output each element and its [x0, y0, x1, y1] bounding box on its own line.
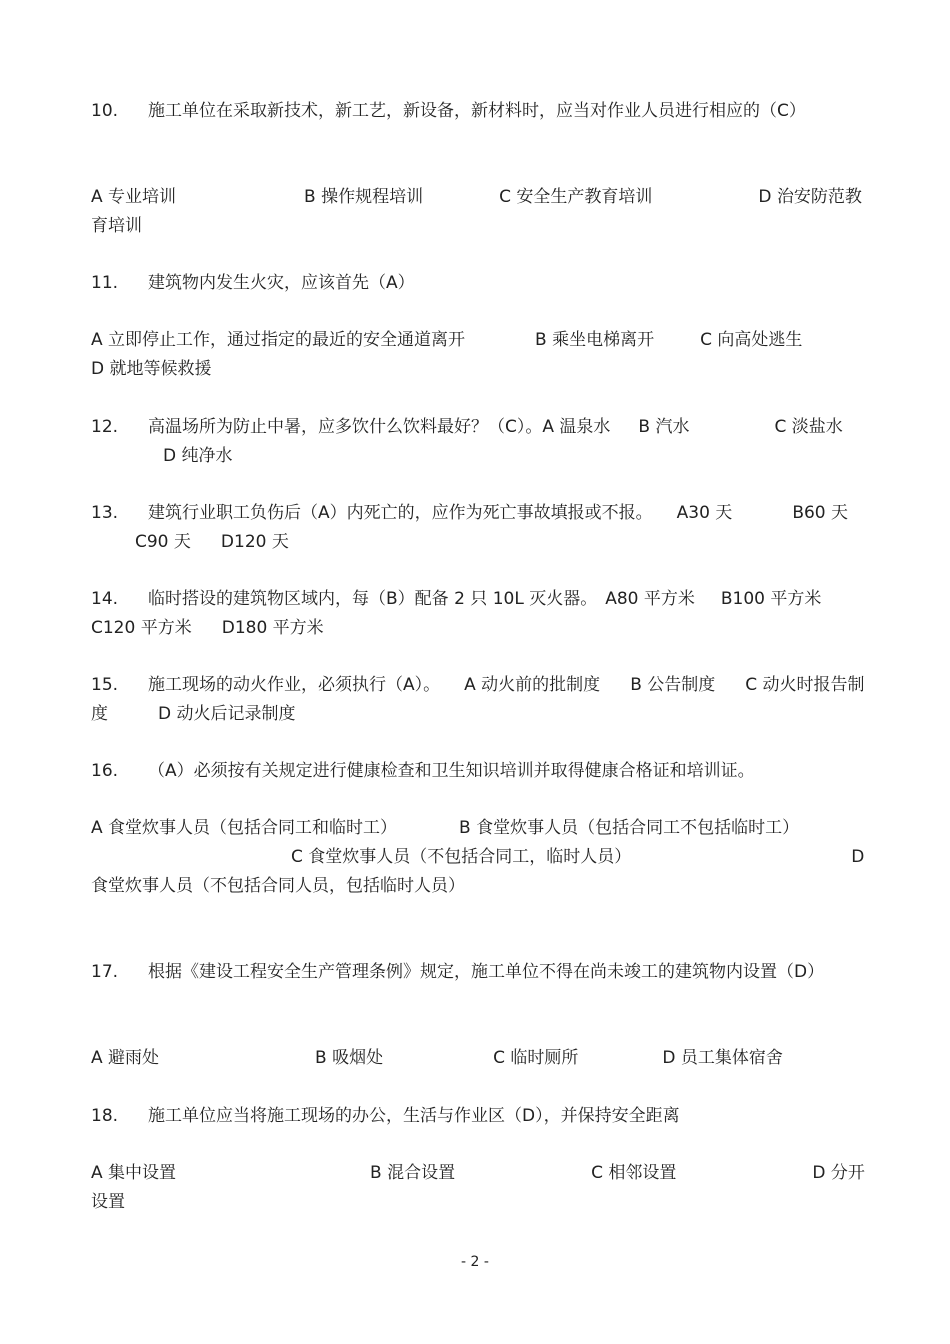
option-a: A80 平方米 — [605, 589, 695, 609]
option-a: A 食堂炊事人员（包括合同工和临时工） — [91, 818, 398, 838]
question-10-options — [91, 183, 866, 241]
option-d: D 治安防范教育培训 — [91, 187, 862, 236]
question-number: 12. — [91, 417, 119, 437]
option-b: B60 天 — [792, 503, 849, 523]
option-b: B 食堂炊事人员（包括合同工不包括临时工） — [459, 818, 800, 838]
option-b: B 公告制度 — [630, 675, 716, 695]
question-text: 施工单位在采取新技术，新工艺，新设备，新材料时，应当对作业人员进行相应的（C） — [148, 101, 806, 121]
option-d: D 就地等候救援 — [91, 359, 212, 379]
question-text: 根据《建设工程安全生产管理条例》规定，施工单位不得在尚未竣工的建筑物内设置（D） — [148, 962, 825, 982]
question-14 — [91, 585, 866, 643]
question-number: 14. — [91, 589, 119, 609]
question-12 — [91, 413, 866, 471]
option-a: A 集中设置 — [91, 1163, 177, 1183]
page-number: - 2 - — [461, 1254, 489, 1270]
question-text: 建筑物内发生火灾，应该首先（A） — [148, 273, 415, 293]
option-a: A 专业培训 — [91, 187, 177, 207]
question-text: 建筑行业职工负伤后（A）内死亡的，应作为死亡事故填报或不报。 — [148, 503, 653, 523]
question-16 — [91, 757, 866, 786]
question-text: （A）必须按有关规定进行健康检查和卫生知识培训并取得健康合格证和培训证。 — [148, 761, 755, 781]
question-11-options — [91, 326, 866, 384]
question-number: 13. — [91, 503, 119, 523]
question-text: 施工现场的动火作业，必须执行（A）。 — [148, 675, 441, 695]
option-a: A 避雨处 — [91, 1048, 160, 1068]
option-b: B 吸烟处 — [315, 1048, 384, 1068]
question-text: 临时搭设的建筑物区域内，每（B）配备 2 只 10L 灭火器。 — [148, 589, 598, 609]
question-11 — [91, 269, 866, 298]
option-d: D120 天 — [220, 532, 289, 552]
option-d: D 员工集体宿舍 — [662, 1048, 783, 1068]
question-number: 10. — [91, 101, 119, 121]
option-d: D 纯净水 — [163, 446, 233, 466]
option-b: B 操作规程培训 — [304, 187, 424, 207]
option-c: C 相邻设置 — [591, 1163, 677, 1183]
option-a: A 立即停止工作，通过指定的最近的安全通道离开 — [91, 330, 466, 350]
option-a: A 动火前的批制度 — [464, 675, 601, 695]
option-c: C 食堂炊事人员（不包括合同工，临时人员） — [291, 847, 632, 867]
option-d: D180 平方米 — [221, 618, 324, 638]
option-c: C 临时厕所 — [493, 1048, 579, 1068]
question-10 — [91, 97, 866, 126]
option-a: A30 天 — [676, 503, 733, 523]
option-c: C 向高处逃生 — [700, 330, 803, 350]
question-17-options — [91, 1044, 866, 1073]
option-b: B 汽水 — [638, 417, 690, 437]
question-15 — [91, 671, 866, 729]
question-text: 高温场所为防止中暑，应多饮什么饮料最好？（C）。 — [148, 417, 543, 437]
question-number: 11. — [91, 273, 119, 293]
option-c: C90 天 — [135, 532, 191, 552]
question-number: 17. — [91, 962, 119, 982]
question-18-options — [91, 1159, 866, 1217]
option-a: A 温泉水 — [542, 417, 611, 437]
option-c: C 动火时报告制度 — [91, 675, 865, 724]
question-number: 15. — [91, 675, 119, 695]
question-18 — [91, 1102, 866, 1131]
option-d: D 食堂炊事人员（不包括合同人员，包括临时人员） — [91, 847, 865, 896]
question-17 — [91, 958, 866, 987]
option-b: B 乘坐电梯离开 — [535, 330, 655, 350]
question-text: 施工单位应当将施工现场的办公，生活与作业区（D），并保持安全距离 — [148, 1106, 680, 1126]
option-c: C 淡盐水 — [774, 417, 843, 437]
question-number: 18. — [91, 1106, 119, 1126]
question-number: 16. — [91, 761, 119, 781]
question-16-options — [91, 814, 866, 901]
option-c: C 安全生产教育培训 — [499, 187, 653, 207]
option-c: C120 平方米 — [91, 618, 192, 638]
question-13 — [91, 499, 866, 557]
option-b: B 混合设置 — [370, 1163, 456, 1183]
option-b: B100 平方米 — [720, 589, 822, 609]
option-d: D 分开设置 — [91, 1163, 865, 1212]
option-d: D 动火后记录制度 — [158, 704, 296, 724]
